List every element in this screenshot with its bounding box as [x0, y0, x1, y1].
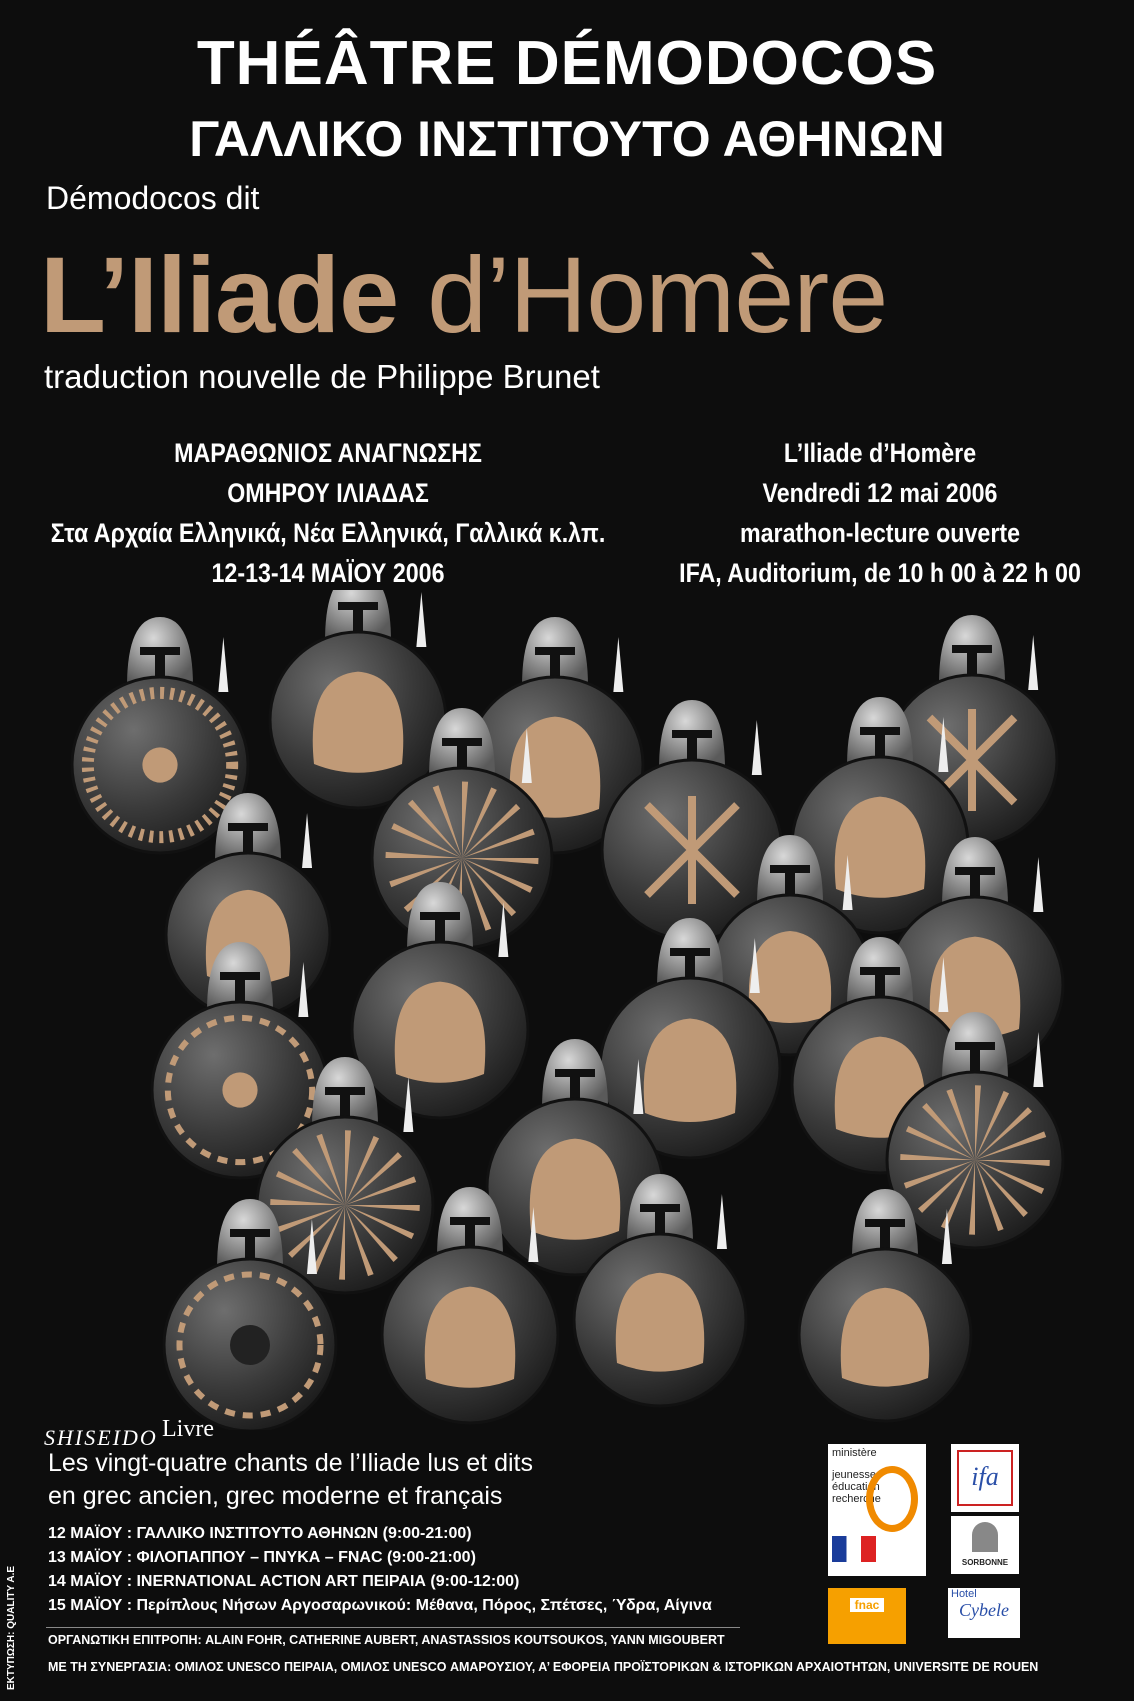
greek-line: 12-13-14 ΜΑΪΟΥ 2006: [211, 558, 445, 588]
french-line: IFA, Auditorium, de 10 h 00 à 22 h 00: [679, 558, 1081, 588]
printer-credit: ΕΚΤΥΠΩΣΗ: QUALITY A.E: [6, 1565, 17, 1690]
greek-line: ΟΜΗΡΟΥ ΙΛΙΑΔΑΣ: [227, 478, 429, 508]
shield-flame-icon: [270, 590, 446, 808]
french-flag-icon: [832, 1536, 876, 1562]
shiseido-logo: SHISEIDO: [44, 1425, 158, 1450]
fnac-mark: fnac: [850, 1598, 884, 1612]
chants-line: en grec ancien, grec moderne et français: [48, 1482, 503, 1510]
ministere-logo: [828, 1444, 926, 1576]
hotel-label: Hotel: [951, 1588, 977, 1600]
greek-event-info: [46, 433, 610, 593]
schedule-item: 13 ΜΑΪΟΥ : ΦΙΛΟΠΑΠΠΟΥ – ΠΝΥΚΑ – FNAC (9:00-21:00): [48, 1549, 476, 1566]
recherche-label: recherche: [832, 1493, 881, 1505]
french-event-info: [656, 433, 1103, 593]
institute-title: ΓΑΛΛΙΚΟ ΙΝΣΤΙΤΟΥΤΟ ΑΘΗΝΩΝ: [189, 111, 945, 167]
translation-credit: traduction nouvelle de Philippe Brunet: [44, 358, 600, 395]
theatre-title: THÉÂTRE DÉMODOCOS: [196, 29, 938, 98]
main-title: [40, 232, 887, 357]
greek-line: Στα Αρχαία Ελληνικά, Νέα Ελληνικά, Γαλλικά κ.λπ.: [50, 518, 606, 548]
schedule-list: [48, 1522, 712, 1618]
main-title-bold: L’Iliade: [40, 234, 399, 355]
schedule-item: 14 ΜΑΪΟΥ : INERNATIONAL ACTION ART ΠΕΙΡΑΙΑ (9:00-12:00): [48, 1573, 520, 1590]
education-label: éducation: [832, 1481, 880, 1493]
ifa-mark: ifa: [957, 1450, 1013, 1506]
main-title-rest: d’Homère: [398, 234, 888, 355]
chants-description: [48, 1447, 533, 1513]
schedule-item: 12 ΜΑΪΟΥ : ΓΑΛΛΙΚΟ ΙΝΣΤΙΤΟΥΤΟ ΑΘΗΝΩΝ (9:00-21:00): [48, 1525, 472, 1542]
jeunesse-label: jeunesse: [832, 1469, 877, 1481]
livre-logo: Livre: [162, 1416, 214, 1442]
french-line: marathon-lecture ouverte: [739, 518, 1021, 548]
french-line: Vendredi 12 mai 2006: [762, 478, 998, 508]
e-mark-icon: [866, 1466, 918, 1532]
ministere-label: ministère: [832, 1447, 877, 1459]
dome-icon: [972, 1522, 998, 1552]
presenter-line: Démodocos dit: [46, 180, 260, 216]
cybele-label: Cybele: [959, 1600, 1009, 1620]
hotel-cybele-logo: [948, 1588, 1020, 1638]
organizing-committee: ΟΡΓΑΝΩΤΙΚΗ ΕΠΙΤΡΟΠΗ: ALAIN FOHR, CATHERINE AUBERT, ANASTASSIOS KOUTSOUKOS, YANN MIGOUBERT: [48, 1633, 725, 1647]
chants-line: Les vingt-quatre chants de l’Iliade lus et dits: [48, 1449, 533, 1477]
schedule-item: 15 ΜΑΪΟΥ : Περίπλους Νήσων Αργοσαρωνικού: Μέθανα, Πόρος, Σπέτσες, Ύδρα, Αίγινα: [48, 1597, 712, 1614]
french-line: L’Iliade d’Homère: [783, 438, 977, 468]
divider: [46, 1627, 740, 1628]
ifa-logo: [951, 1444, 1019, 1512]
sorbonne-logo: [951, 1516, 1019, 1574]
sorbonne-label: SORBONNE: [961, 1558, 1009, 1567]
shields-illustration: [0, 590, 1134, 1430]
fnac-logo: [828, 1588, 906, 1644]
greek-line: ΜΑΡΑΘΩΝΙΟΣ ΑΝΑΓΝΩΣΗΣ: [174, 438, 482, 468]
cooperation-line: ΜΕ ΤΗ ΣΥΝΕΡΓΑΣΙΑ: ΟΜΙΛΟΣ UNESCO ΠΕΙΡΑΙΑ, ΟΜΙΛΟΣ UNESCO ΑΜΑΡΟΥΣΙΟΥ, Α’ ΕΦΟΡΕΙΑ ΠΡΟΪΣΤΟΡΙΚΩΝ & ΙΣΤΟΡΙΚΩΝ ΑΡΧΑΙΟΤΗΤΩΝ, UNIVERSITE DE ROUEN: [48, 1660, 1039, 1674]
